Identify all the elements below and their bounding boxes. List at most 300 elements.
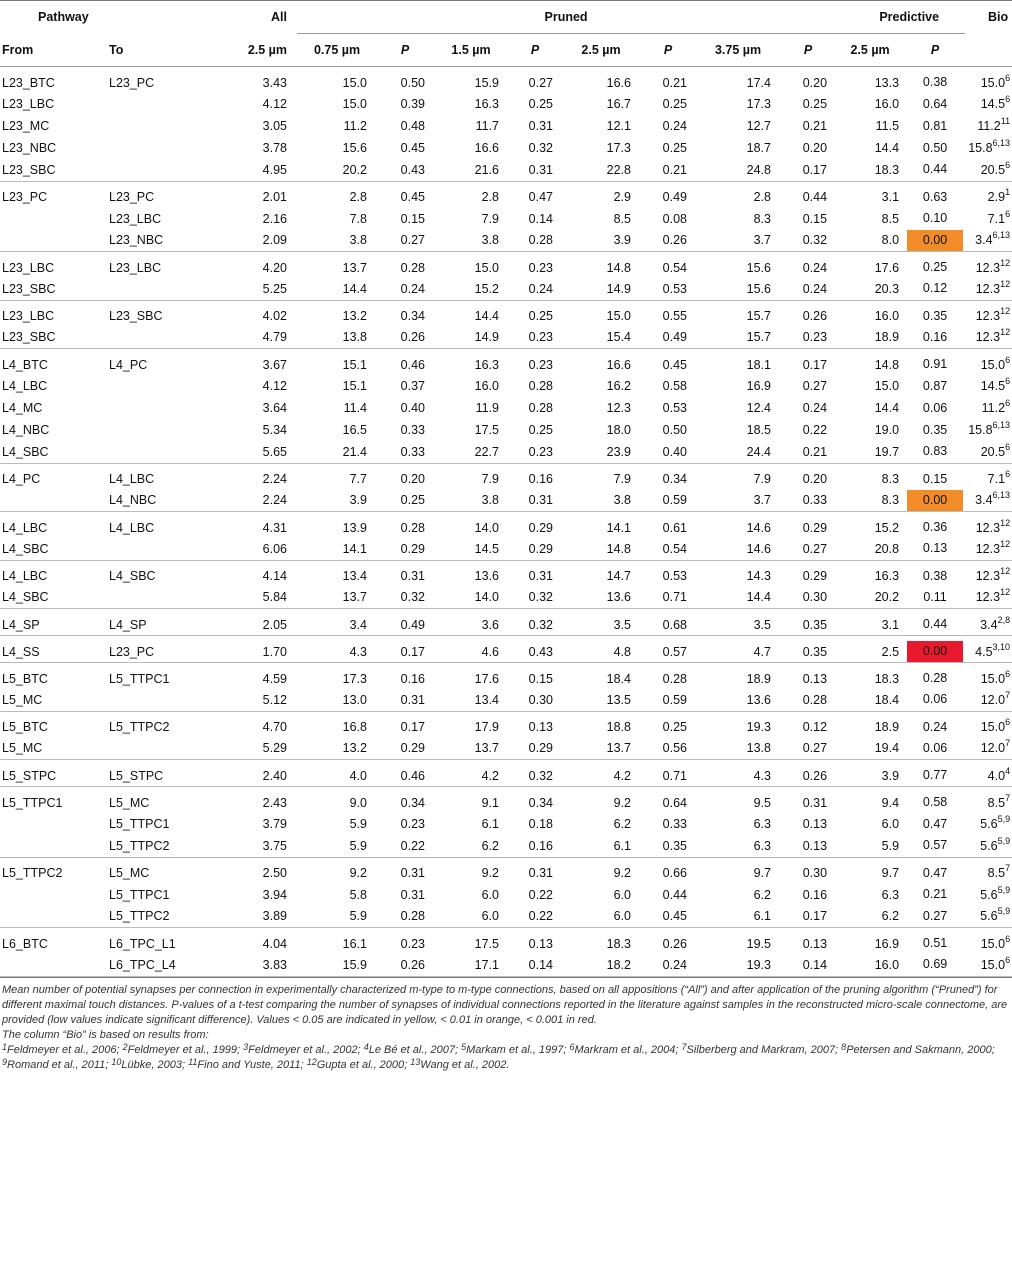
- cell-p2: 0.29: [528, 520, 553, 535]
- cell-to: L6_TPC_L4: [109, 957, 176, 972]
- row-group: [0, 787, 1012, 858]
- cell-v3: 7.9: [613, 472, 631, 486]
- cell-p4: 0.27: [802, 379, 828, 393]
- cell-v2: 3.6: [481, 617, 499, 632]
- cell-from: [0, 906, 107, 928]
- cell-v3: 16.2: [606, 379, 631, 393]
- header-p-3: P: [641, 34, 695, 67]
- cell-v1: 5.8: [349, 887, 367, 902]
- cell-v4: 14.6: [746, 541, 771, 556]
- cell-v4: 15.7: [746, 330, 771, 345]
- cell-pr: 15.2: [874, 520, 900, 535]
- cell-all: 4.12: [262, 379, 287, 393]
- cell-p3: 0.66: [662, 866, 687, 880]
- cell-all: 2.24: [262, 472, 287, 486]
- cell-p3: 0.50: [662, 423, 687, 437]
- cell-v2: 11.7: [475, 119, 499, 133]
- cell-all: 3.78: [262, 141, 287, 155]
- bio-reference: 6,13: [992, 230, 1011, 241]
- cell-p3: 0.21: [662, 75, 687, 90]
- reference-text: Feldmeyer et al., 2002;: [248, 1043, 364, 1056]
- cell-bio: [965, 67, 1012, 94]
- cell-bio: [965, 760, 1012, 787]
- reference-number: 9: [2, 1056, 8, 1067]
- cell-v1: 14.4: [342, 281, 367, 296]
- cell-p3: 0.25: [662, 97, 687, 111]
- cell-v2: 13.4: [474, 692, 499, 707]
- reference-text: Le Bé et al., 2007;: [368, 1043, 462, 1056]
- cell-pr: 20.3: [874, 281, 900, 296]
- cell-bio: [965, 738, 1012, 760]
- cell-from: L5_STPC: [2, 768, 57, 783]
- cell-all: 2.09: [262, 233, 287, 248]
- bio-value: 2.9: [987, 190, 1006, 204]
- cell-v1: 7.7: [349, 472, 367, 486]
- cell-all: 4.59: [262, 671, 287, 686]
- p-value: 0.24: [922, 719, 948, 734]
- cell-p2: 0.13: [528, 720, 553, 734]
- header-predictive-distance: 2.5 µm: [835, 34, 905, 67]
- table-row: [0, 738, 1012, 760]
- cell-bio: [965, 538, 1012, 560]
- row-group: [0, 67, 1012, 182]
- cell-v2: 6.0: [481, 887, 499, 902]
- cell-to: L5_TTPC1: [109, 817, 170, 831]
- cell-v1: 13.0: [342, 692, 367, 707]
- table-row: [0, 813, 1012, 835]
- p-value: 0.81: [922, 118, 948, 133]
- cell-p3: 0.54: [662, 541, 687, 556]
- cell-p4: 0.25: [802, 97, 828, 111]
- cell-all: 4.04: [262, 936, 287, 951]
- cell-predictive-p: [905, 928, 965, 955]
- cell-to: L5_TTPC2: [109, 720, 170, 734]
- cell-p2: 0.23: [528, 444, 553, 459]
- reference-number: 10: [111, 1056, 122, 1067]
- cell-v1: 13.4: [342, 569, 367, 583]
- cell-p1: 0.33: [400, 444, 425, 459]
- cell-to: [107, 327, 214, 349]
- bio-value: 12.3: [975, 541, 1001, 556]
- cell-p4: 0.27: [802, 541, 828, 556]
- bio-value: 7.1: [987, 211, 1006, 226]
- cell-to: [107, 441, 214, 463]
- cell-from: L4_BTC: [2, 357, 48, 372]
- cell-p2: 0.28: [528, 233, 553, 248]
- cell-predictive-p: [905, 884, 965, 906]
- cell-v4: 24.4: [746, 444, 771, 459]
- cell-v4: 15.7: [746, 309, 771, 323]
- cell-v2: 14.0: [474, 520, 499, 535]
- cell-all: 4.79: [262, 330, 287, 345]
- cell-p1: 0.25: [400, 493, 425, 508]
- cell-v2: 9.2: [481, 866, 499, 880]
- bio-reference: 5,9: [997, 884, 1011, 895]
- cell-bio: [965, 490, 1012, 512]
- cell-predictive-p: [905, 490, 965, 512]
- cell-pr: 16.0: [874, 97, 900, 111]
- cell-p3: 0.26: [662, 233, 687, 248]
- table-row: [0, 137, 1012, 159]
- cell-all: 4.02: [262, 309, 287, 323]
- cell-bio: [965, 137, 1012, 159]
- table-row: [0, 928, 1012, 955]
- cell-bio: [965, 636, 1012, 663]
- cell-v1: 9.0: [349, 795, 367, 810]
- bio-note: The column “Bio” is based on results from:: [2, 1028, 209, 1041]
- cell-bio: [965, 93, 1012, 115]
- cell-p4: 0.32: [802, 233, 828, 248]
- bio-reference: 6: [1005, 159, 1011, 170]
- bio-reference: 12: [1000, 587, 1011, 598]
- cell-p3: 0.24: [662, 957, 687, 972]
- cell-v3: 3.5: [613, 617, 631, 632]
- cell-p2: 0.22: [528, 887, 553, 902]
- cell-to: [107, 137, 214, 159]
- cell-from: L23_BTC: [2, 75, 55, 90]
- cell-v3: 6.1: [613, 838, 631, 853]
- reference-number: 13: [410, 1056, 421, 1067]
- cell-v3: 9.2: [613, 866, 631, 880]
- cell-bio: [965, 884, 1012, 906]
- p-value: 0.83: [922, 444, 948, 459]
- cell-from: L4_NBC: [2, 423, 50, 437]
- cell-from: L23_NBC: [2, 141, 57, 155]
- cell-pr: 18.3: [874, 162, 900, 177]
- bio-reference: 6: [1005, 208, 1011, 219]
- reference-number: 12: [306, 1056, 317, 1067]
- cell-to: L5_MC: [109, 795, 150, 810]
- cell-to: [107, 738, 214, 760]
- reference-text: Fino and Yuste, 2011;: [197, 1058, 307, 1071]
- row-group: [0, 636, 1012, 663]
- p-value: 0.64: [922, 96, 948, 111]
- cell-pr: 18.9: [874, 330, 900, 345]
- cell-predictive-p: [905, 208, 965, 230]
- cell-v1: 13.7: [342, 590, 367, 605]
- cell-from: L5_TTPC2: [2, 866, 63, 880]
- cell-p1: 0.26: [400, 330, 425, 345]
- cell-v2: 17.9: [474, 720, 499, 734]
- cell-bio: [965, 208, 1012, 230]
- cell-p1: 0.49: [400, 617, 425, 632]
- cell-to: L5_MC: [109, 866, 150, 880]
- table-row: [0, 884, 1012, 906]
- p-value: 0.91: [922, 357, 948, 371]
- cell-p1: 0.29: [400, 741, 425, 756]
- cell-v3: 16.6: [606, 75, 631, 90]
- bio-reference: 7: [1005, 792, 1011, 803]
- cell-to: L23_PC: [109, 75, 155, 90]
- reference-number: 8: [841, 1041, 847, 1052]
- p-value: 0.38: [922, 568, 948, 583]
- cell-all: 2.01: [262, 190, 287, 204]
- cell-to: L5_TTPC1: [109, 887, 170, 902]
- table-row: [0, 67, 1012, 94]
- cell-v3: 13.6: [606, 590, 631, 605]
- cell-from: [0, 230, 107, 252]
- cell-predictive-p: [905, 252, 965, 279]
- reference-number: 11: [188, 1056, 198, 1067]
- table-row: [0, 230, 1012, 252]
- bio-value: 14.5: [980, 379, 1006, 393]
- cell-predictive-p: [905, 181, 965, 208]
- cell-v3: 15.0: [606, 309, 631, 323]
- cell-all: 3.67: [262, 357, 287, 372]
- cell-to: [107, 278, 214, 300]
- bio-reference: 6: [1005, 717, 1011, 727]
- bio-reference: 6: [1005, 72, 1011, 83]
- bio-reference: 6: [1005, 933, 1011, 944]
- reference-number: 5: [461, 1041, 467, 1052]
- p-value: 0.51: [922, 936, 948, 950]
- header-pruned: Pruned: [297, 1, 835, 34]
- table-row: [0, 587, 1012, 609]
- cell-all: 4.14: [262, 569, 287, 583]
- bio-value: 5.6: [980, 887, 998, 902]
- cell-v3: 13.5: [606, 692, 631, 707]
- reference-text: Silberberg and Markram, 2007;: [686, 1043, 842, 1056]
- cell-pr: 16.0: [874, 957, 900, 972]
- bio-value: 12.0: [980, 741, 1006, 756]
- cell-predictive-p: [905, 512, 965, 539]
- cell-v1: 14.1: [342, 541, 367, 556]
- row-group: [0, 300, 1012, 349]
- cell-to: L23_LBC: [109, 211, 162, 226]
- bio-reference: 5,9: [997, 814, 1011, 824]
- cell-v3: 6.2: [613, 817, 631, 831]
- cell-p2: 0.29: [528, 741, 553, 756]
- cell-all: 2.16: [262, 211, 287, 226]
- row-group: [0, 560, 1012, 609]
- table-row: [0, 711, 1012, 738]
- cell-pr: 9.7: [881, 866, 900, 880]
- cell-all: 6.06: [262, 541, 287, 556]
- cell-pr: 16.9: [874, 936, 900, 951]
- cell-to: L4_LBC: [109, 520, 155, 535]
- cell-p1: 0.33: [400, 423, 425, 437]
- table-footnote: [0, 977, 1012, 1073]
- cell-v1: 4.3: [349, 644, 367, 659]
- bio-value: 5.6: [980, 909, 998, 924]
- bio-reference: 12: [1000, 517, 1011, 528]
- cell-all: 3.64: [262, 401, 287, 415]
- bio-value: 15.8: [968, 141, 993, 155]
- cell-v1: 17.3: [342, 671, 367, 686]
- cell-v3: 16.7: [606, 97, 631, 111]
- cell-v3: 22.8: [606, 162, 631, 177]
- cell-v3: 12.3: [606, 401, 631, 415]
- cell-predictive-p: [905, 760, 965, 787]
- bio-reference: 7: [1005, 863, 1011, 873]
- p-value: 0.28: [922, 671, 948, 685]
- p-value: 0.15: [922, 471, 948, 486]
- reference-text: Markram et al., 2004;: [574, 1043, 682, 1056]
- header-distance-2: 1.5 µm: [433, 34, 509, 67]
- bio-value: 20.5: [980, 162, 1006, 177]
- cell-p1: 0.46: [400, 768, 425, 783]
- cell-bio: [965, 689, 1012, 711]
- cell-p1: 0.34: [400, 309, 425, 323]
- cell-p4: 0.30: [802, 866, 828, 880]
- cell-p3: 0.44: [662, 887, 687, 902]
- reference-number: 6: [569, 1041, 575, 1052]
- cell-p2: 0.18: [528, 817, 553, 831]
- p-value: 0.11: [923, 589, 947, 604]
- reference-text: Feldmeyer et al., 1999;: [127, 1043, 244, 1056]
- cell-p3: 0.53: [662, 281, 687, 296]
- cell-p1: 0.43: [400, 162, 425, 177]
- cell-p4: 0.13: [802, 671, 828, 686]
- cell-p2: 0.27: [528, 75, 553, 90]
- cell-p4: 0.23: [802, 330, 828, 345]
- cell-predictive-p: [905, 115, 965, 137]
- cell-v4: 8.3: [753, 211, 771, 226]
- bio-reference: 7: [1005, 738, 1011, 749]
- cell-to: [107, 115, 214, 137]
- cell-pr: 15.0: [874, 379, 900, 393]
- cell-v1: 9.2: [349, 866, 367, 880]
- cell-predictive-p: [905, 93, 965, 115]
- cell-v1: 5.9: [349, 817, 367, 831]
- bio-value: 12.3: [975, 330, 1001, 345]
- cell-v1: 13.2: [342, 309, 367, 323]
- cell-bio: [965, 560, 1012, 587]
- cell-all: 3.83: [262, 957, 287, 972]
- cell-v1: 15.6: [342, 141, 367, 155]
- p-value: 0.44: [922, 617, 948, 631]
- cell-all: 3.75: [262, 838, 287, 853]
- cell-bio: [965, 181, 1012, 208]
- cell-v4: 6.2: [753, 887, 771, 902]
- cell-bio: [965, 857, 1012, 884]
- cell-p1: 0.31: [400, 692, 425, 707]
- cell-from: L4_MC: [2, 401, 43, 415]
- cell-v1: 15.9: [342, 957, 367, 972]
- cell-p2: 0.31: [528, 162, 553, 177]
- cell-v4: 3.7: [753, 233, 771, 248]
- cell-p1: 0.16: [400, 671, 425, 686]
- table-row: [0, 93, 1012, 115]
- cell-p2: 0.25: [528, 309, 553, 323]
- cell-pr: 14.4: [874, 401, 900, 415]
- cell-v1: 2.8: [349, 190, 367, 204]
- cell-to: [107, 159, 214, 181]
- cell-v1: 15.0: [342, 75, 367, 90]
- cell-v4: 6.3: [753, 838, 771, 853]
- cell-predictive-p: [905, 609, 965, 636]
- cell-p4: 0.12: [802, 720, 828, 734]
- cell-p3: 0.40: [662, 444, 687, 459]
- cell-p1: 0.24: [400, 281, 425, 296]
- cell-from: L23_LBC: [2, 97, 55, 111]
- cell-p1: 0.31: [400, 569, 425, 583]
- cell-v4: 4.7: [753, 644, 771, 659]
- cell-v2: 6.0: [481, 909, 499, 924]
- bio-reference: 6: [1005, 376, 1011, 386]
- highlight-orange: 0.00: [907, 490, 963, 511]
- cell-v1: 15.1: [342, 379, 367, 393]
- cell-p2: 0.14: [528, 957, 553, 972]
- cell-to: [107, 93, 214, 115]
- cell-v4: 24.8: [746, 162, 771, 177]
- cell-v4: 17.4: [746, 75, 771, 90]
- cell-pr: 3.1: [881, 190, 900, 204]
- cell-to: L23_SBC: [109, 309, 163, 323]
- cell-p1: 0.28: [400, 260, 425, 275]
- cell-pr: 13.3: [874, 75, 900, 90]
- cell-v1: 21.4: [342, 444, 367, 459]
- cell-predictive-p: [905, 711, 965, 738]
- table-row: [0, 954, 1012, 976]
- cell-p2: 0.31: [528, 493, 553, 508]
- cell-bio: [965, 906, 1012, 928]
- table-row: [0, 327, 1012, 349]
- table-header: [0, 1, 1012, 67]
- cell-from: L23_LBC: [2, 260, 55, 275]
- bio-value: 14.5: [980, 97, 1006, 111]
- cell-v4: 15.6: [746, 281, 771, 296]
- cell-p4: 0.13: [802, 838, 828, 853]
- cell-v1: 5.9: [349, 909, 367, 924]
- cell-v2: 17.5: [474, 423, 499, 437]
- cell-bio: [965, 512, 1012, 539]
- cell-v3: 4.2: [613, 768, 631, 783]
- cell-p3: 0.08: [662, 211, 687, 226]
- cell-p3: 0.28: [662, 671, 687, 686]
- p-value: 0.27: [922, 908, 948, 923]
- p-value: 0.21: [922, 887, 948, 901]
- cell-p2: 0.25: [528, 97, 553, 111]
- cell-p1: 0.31: [400, 866, 425, 880]
- cell-pr: 6.2: [881, 909, 900, 924]
- reference-number: 2: [122, 1041, 128, 1052]
- cell-to: L23_NBC: [109, 233, 164, 248]
- table-row: [0, 463, 1012, 490]
- cell-v2: 6.1: [481, 817, 499, 831]
- cell-v1: 15.1: [342, 357, 367, 372]
- table-row: [0, 760, 1012, 787]
- cell-v1: 11.4: [343, 401, 367, 415]
- cell-v4: 12.4: [746, 401, 771, 415]
- cell-from: L23_PC: [2, 190, 48, 204]
- cell-pr: 5.9: [881, 838, 900, 853]
- cell-bio: [965, 954, 1012, 976]
- cell-v4: 19.3: [746, 957, 771, 972]
- bio-reference: 5,9: [997, 906, 1011, 917]
- row-group: [0, 760, 1012, 787]
- bio-value: 8.5: [987, 866, 1006, 880]
- cell-p3: 0.49: [662, 190, 687, 204]
- cell-bio: [965, 115, 1012, 137]
- cell-v2: 17.6: [474, 671, 499, 686]
- cell-pr: 8.3: [881, 493, 900, 508]
- highlight-red: 0.00: [907, 641, 963, 662]
- cell-bio: [965, 419, 1012, 441]
- cell-p3: 0.25: [662, 720, 687, 734]
- table-row: [0, 490, 1012, 512]
- cell-from: L4_SBC: [2, 590, 49, 605]
- cell-bio: [965, 278, 1012, 300]
- bio-value: 15.8: [968, 423, 993, 437]
- cell-bio: [965, 327, 1012, 349]
- cell-p4: 0.26: [802, 309, 828, 323]
- bio-reference: 12: [1000, 566, 1011, 576]
- header-predictive-p: P: [905, 34, 965, 67]
- cell-v2: 17.5: [474, 936, 499, 951]
- cell-from: [0, 835, 107, 857]
- cell-p1: 0.46: [400, 357, 425, 372]
